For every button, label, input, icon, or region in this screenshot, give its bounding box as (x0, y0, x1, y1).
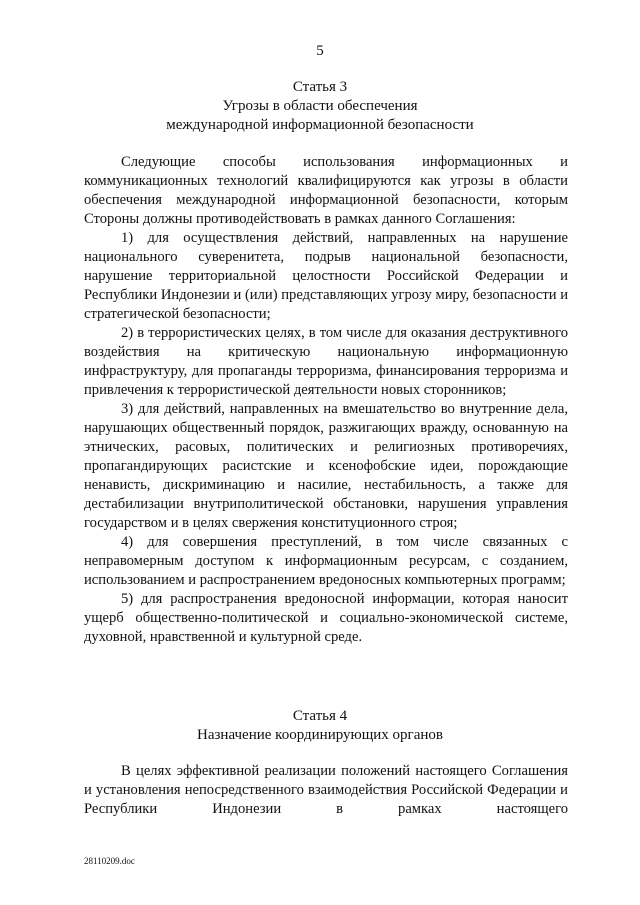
article-3-item-5: 5) для распространения вредоносной информации, которая наносит ущерб общественно-политической и социально-экономической системе, духовной, нравственной и культурной среде. (84, 591, 568, 645)
article-4-body (84, 762, 568, 819)
article-4-title-line-1: Назначение координирующих органов (197, 727, 443, 743)
article-3-title-line-1: Угрозы в области обеспечения (222, 98, 418, 114)
article-4-heading-block (0, 707, 640, 745)
article-3-title-line-2: международной информационной безопасности (166, 117, 474, 133)
article-3-intro: Следующие способы использования информационных и коммуникационных технологий квалифицируются как угрозы в области обеспечения международной информационной безопасности, которым Стороны должны противодействовать в рамках данного Соглашения: (84, 154, 568, 227)
article-4-intro: В целях эффективной реализации положений настоящего Соглашения и установления непосредственного взаимодействия Российской Федерации и Республики Индонезии в рамках настоящего (84, 763, 568, 817)
article-3-heading: Статья 3 (292, 79, 348, 95)
file-name-footer: 28110209.doc (84, 856, 135, 866)
article-3-heading-block (0, 78, 640, 135)
article-3-item-1: 1) для осуществления действий, направленных на нарушение национального суверенитета, подрыв национальной безопасности, нарушение территориальной целостности Российской Федерации и Республики Индонезии и (или) представляющих угрозу миру, безопасности и стратегической безопасности; (84, 230, 568, 322)
article-3-body (84, 153, 568, 647)
page-number: 5 (316, 43, 324, 59)
article-3-item-4: 4) для совершения преступлений, в том числе связанных с неправомерным доступом к информационным ресурсам, с созданием, использованием и распространением вредоносных компьютерных программ; (84, 534, 568, 588)
article-4-heading: Статья 4 (292, 708, 348, 724)
article-3-item-3: 3) для действий, направленных на вмешательство во внутренние дела, нарушающих общественный порядок, разжигающих вражду, основанную на этнических, расовых, политических и религиозных противоречиях, пропагандирующих расистские и ксенофобские идеи, порождающие ненависть, дискриминацию и насилие, нестабильность, а также для дестабилизации внутриполитической обстановки, нарушения управления государством и в целях свержения конституционного строя; (84, 401, 568, 531)
article-3-item-2: 2) в террористических целях, в том числе для оказания деструктивного воздействия на критическую национальную информационную инфраструктуру, для пропаганды терроризма, финансирования терроризма и привлечения к террористической деятельности новых сторонников; (84, 325, 568, 398)
